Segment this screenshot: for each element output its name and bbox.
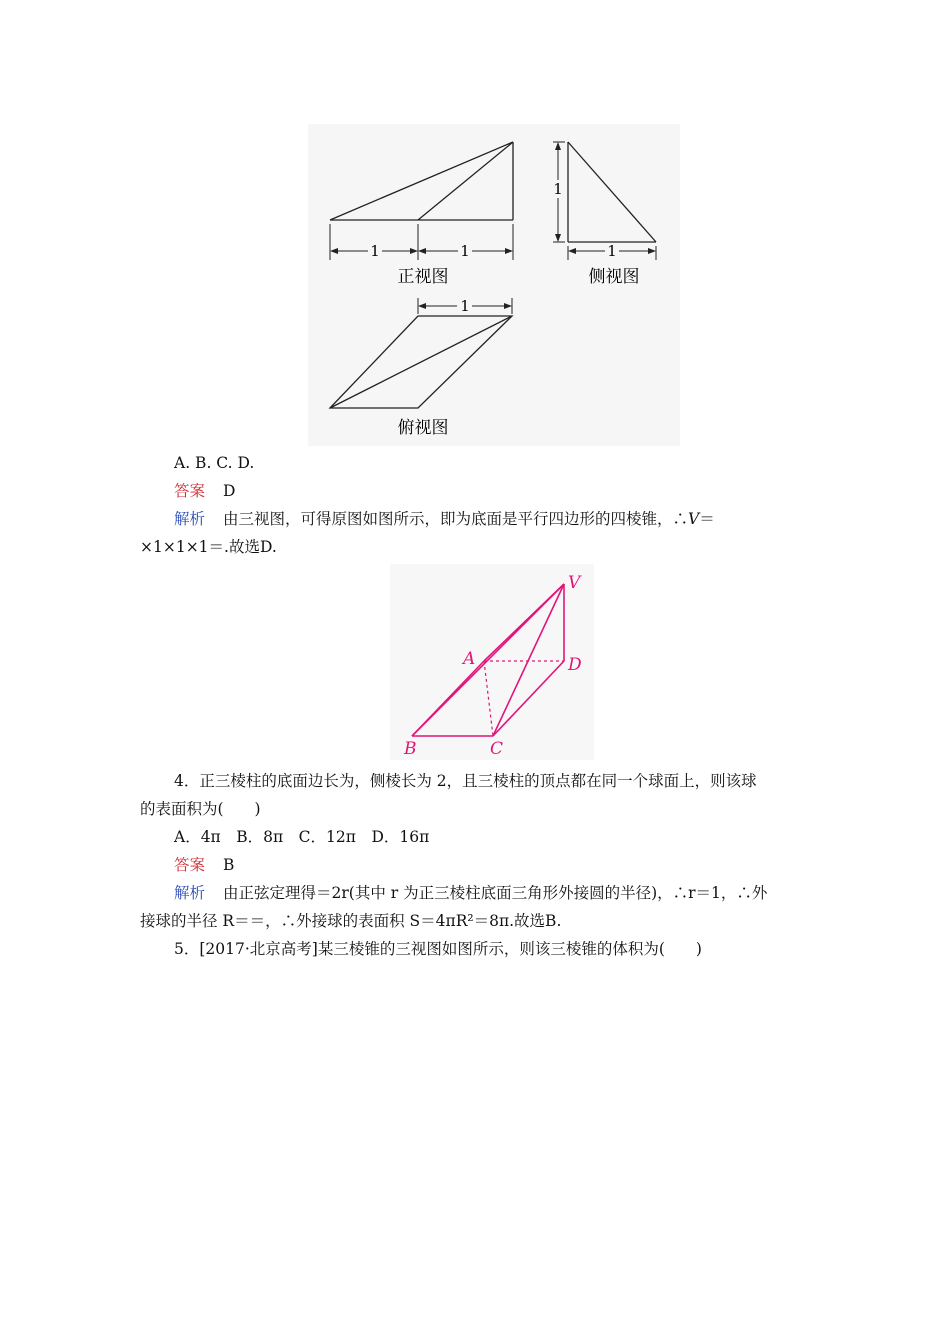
q4-analysis xyxy=(174,882,814,904)
pyramid-svg xyxy=(390,564,594,760)
label-C: C xyxy=(490,739,504,759)
label-D: D xyxy=(568,655,582,675)
front-dim-label-1: 1 xyxy=(370,242,380,260)
q3-analysis-label: 解析 xyxy=(174,510,206,528)
q5-stem: 5．[2017·北京高考]某三棱锥的三视图如图所示，则该三棱锥的体积为( ) xyxy=(174,940,702,958)
q3-analysis-text: 由三视图，可得原图如图所示，即为底面是平行四边形的四棱锥，∴ xyxy=(223,510,689,528)
q3-analysis-var: V xyxy=(688,510,700,528)
q3-answer xyxy=(174,480,814,502)
q4-stem-line1: 4．正三棱柱的底面边长为，侧棱长为 2，且三棱柱的顶点都在同一个球面上，则该球 xyxy=(174,772,757,790)
label-B: B xyxy=(404,739,417,759)
label-A: A xyxy=(463,649,476,669)
q4-answer xyxy=(174,854,814,876)
q4-stem-line2: 的表面积为( ) xyxy=(140,800,261,818)
q3-analysis-cont: ×1×1×1＝.故选D. xyxy=(140,538,277,556)
side-view-caption: 侧视图 xyxy=(588,267,640,287)
q4-answer-value: B xyxy=(223,856,235,874)
pyramid-figure xyxy=(390,564,594,760)
q4-analysis-cont: 接球的半径 R＝＝，∴外接球的表面积 S＝4πR²＝8π.故选B. xyxy=(140,912,562,930)
q3-options: A. B. C. D. xyxy=(174,454,255,472)
label-V: V xyxy=(568,573,581,593)
three-view-figure xyxy=(308,124,680,446)
q3-analysis-eq: ＝ xyxy=(699,510,715,528)
front-dim-label-2: 1 xyxy=(460,242,470,260)
q4-answer-label: 答案 xyxy=(174,856,206,874)
q3-answer-label: 答案 xyxy=(174,482,206,500)
q4-options: A．4π B．8π C．12π D．16π xyxy=(174,828,430,846)
q3-analysis xyxy=(174,508,814,530)
front-view-caption: 正视图 xyxy=(397,267,449,287)
side-dim-label-horizontal: 1 xyxy=(607,242,617,260)
top-dim-label: 1 xyxy=(460,297,470,315)
q4-analysis-label: 解析 xyxy=(174,884,206,902)
q4-analysis-text: 由正弦定理得＝2r(其中 r 为正三棱柱底面三角形外接圆的半径)，∴r＝1，∴外 xyxy=(223,884,768,902)
top-view-caption: 俯视图 xyxy=(397,418,449,438)
three-view-svg xyxy=(308,124,680,446)
side-dim-label-vertical: 1 xyxy=(553,180,563,198)
q3-answer-value: D xyxy=(223,482,236,500)
